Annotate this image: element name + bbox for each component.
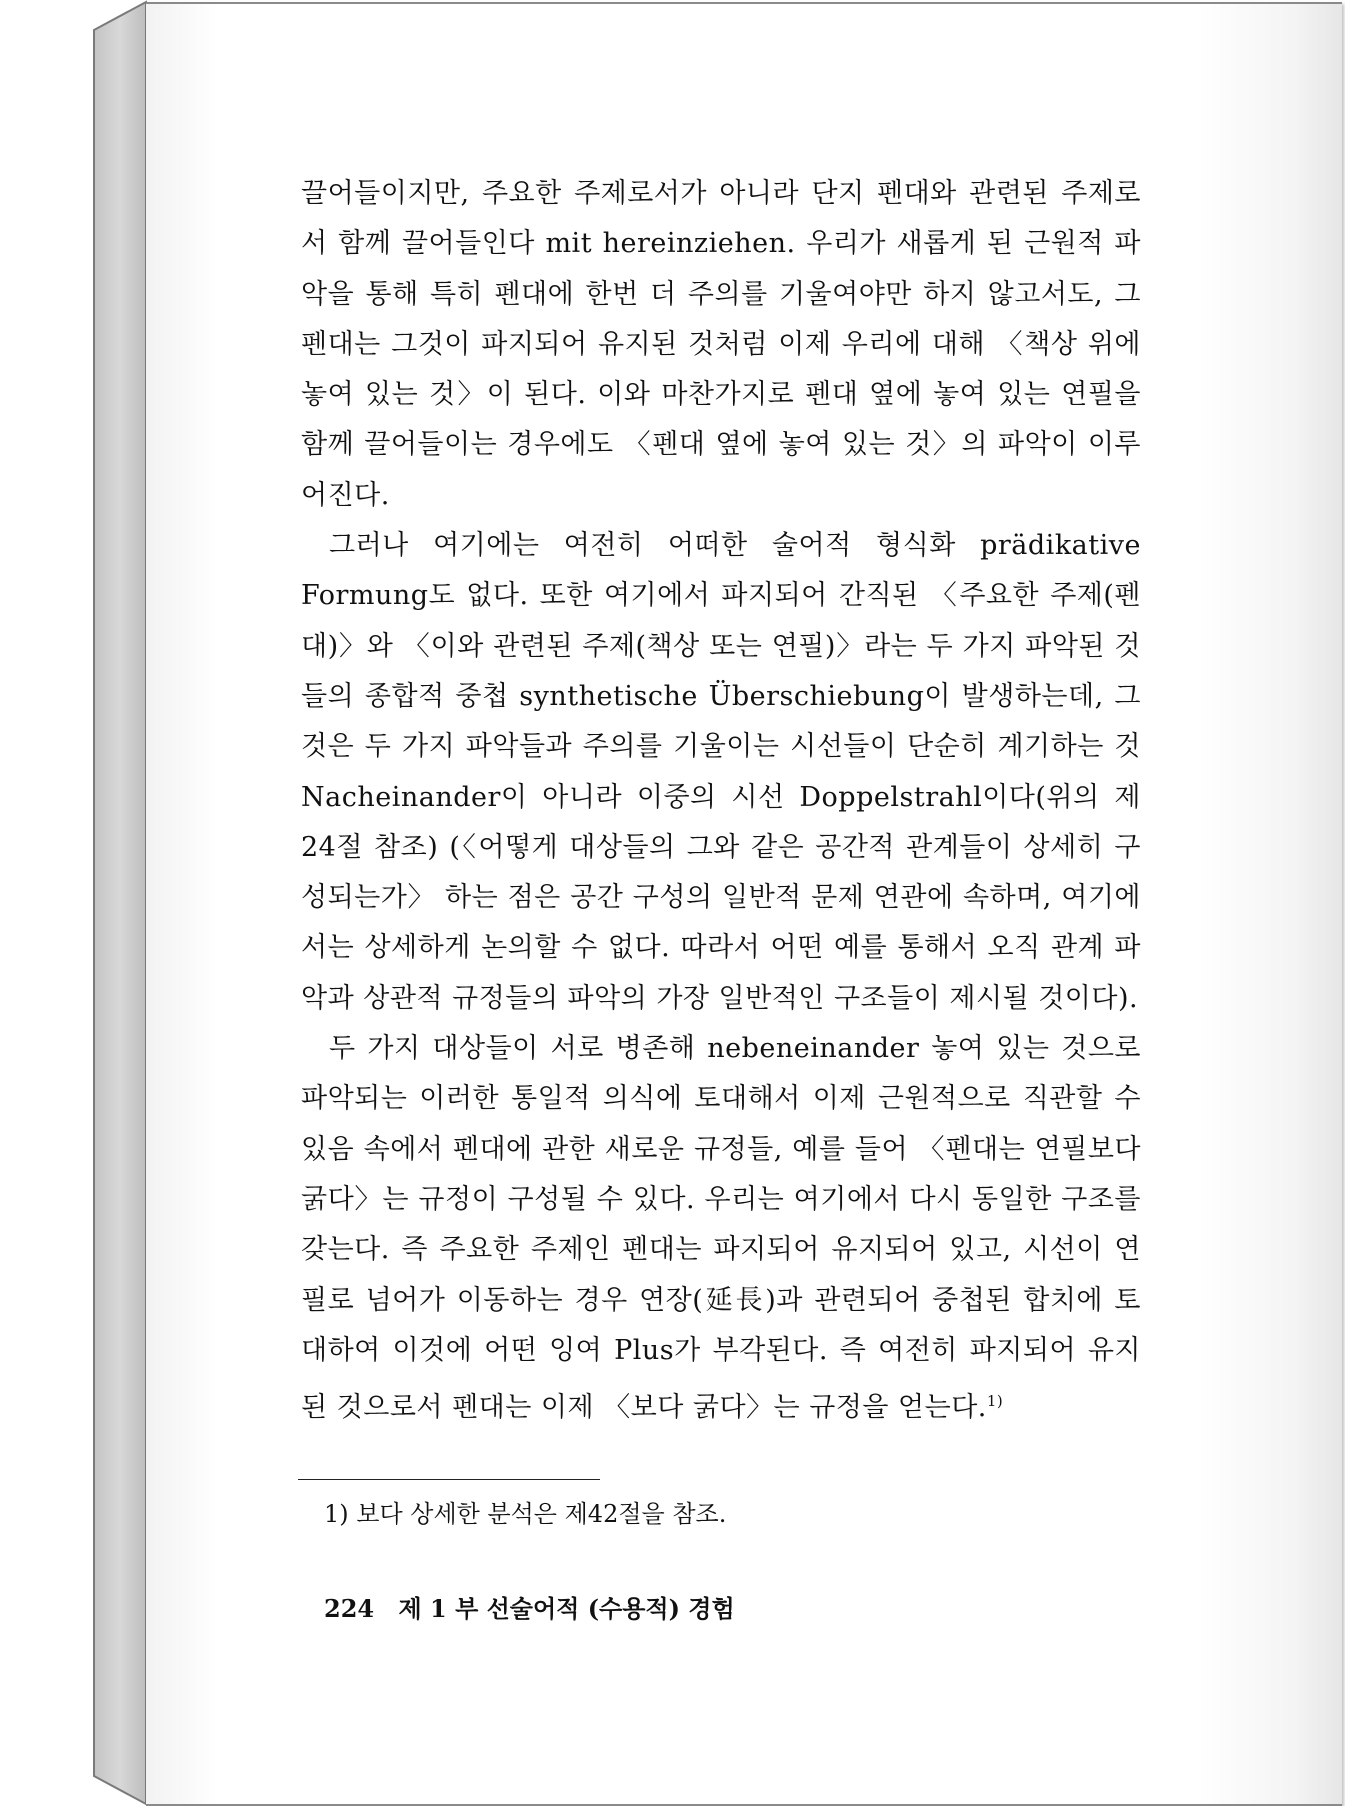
running-footer-section: 제 1 부 선술어적 (수용적) 경험: [398, 1594, 735, 1623]
page-number: 224: [324, 1594, 375, 1623]
body-text: [301, 169, 1141, 1433]
footnote-divider: [298, 1479, 600, 1480]
footnote-marker: 1): [986, 1392, 1004, 1411]
paragraph-3: [301, 1024, 1141, 1433]
running-footer: [324, 1592, 735, 1626]
footnote: 1) 보다 상세한 분석은 제42절을 참조.: [324, 1500, 727, 1528]
document-page: [146, 2, 1342, 1806]
paragraph-1: 끌어들이지만, 주요한 주제로서가 아니라 단지 펜대와 관련된 주제로서 함께 끌어들인다 mit hereinziehen. 우리가 새롭게 된 근원적 파악을 통해 특히 펜대에 한번 더 주의를 기울여야만 하지 않고서도, 그 펜대는 그것이 파지되어 유지된 것처럼 이제 우리에 대해 〈책상 위에 놓여 있는 것〉이 된다. 이와 마찬가지로 펜대 옆에 놓여 있는 연필을 함께 끌어들이는 경우에도 〈펜대 옆에 놓여 있는 것〉의 파악이 이루어진다.: [301, 178, 1141, 511]
paragraph-2: 그러나 여기에는 여전히 어떠한 술어적 형식화 prädikative Formung도 없다. 또한 여기에서 파지되어 간직된 〈주요한 주제(펜대)〉와 〈이와 관련된 주제(책상 또는 연필)〉라는 두 가지 파악된 것들의 종합적 중첩 synthetische Überschiebung이 발생하는데, 그것은 두 가지 파악들과 주의를 기울이는 시선들이 단순히 계기하는 것 Nacheinander이 아니라 이중의 시선 Doppelstrahl이다(위의 제24절 참조) (〈어떻게 대상들의 그와 같은 공간적 관계들이 상세히 구성되는가〉 하는 점은 공간 구성의 일반적 문제 연관에 속하며, 여기에서는 상세하게 논의할 수 없다. 따라서 어떤 예를 통해서 오직 관계 파악과 상관적 규정들의 파악의 가장 일반적인 구조들이 제시될 것이다).: [301, 530, 1141, 1014]
paragraph-3-text: 두 가지 대상들이 서로 병존해 nebeneinander 놓여 있는 것으로 파악되는 이러한 통일적 의식에 토대해서 이제 근원적으로 직관할 수 있음 속에서 펜대에 관한 새로운 규정들, 예를 들어 〈펜대는 연필보다 굵다〉는 규정이 구성될 수 있다. 우리는 여기에서 다시 동일한 구조를 갖는다. 즉 주요한 주제인 펜대는 파지되어 유지되어 있고, 시선이 연필로 넘어가 이동하는 경우 연장(延長)과 관련되어 중첩된 합치에 토대하여 이것에 어떤 잉여 Plus가 부각된다. 즉 여전히 파지되어 유지된 것으로서 펜대는 이제 〈보다 굵다〉는 규정을 얻는다.: [301, 1033, 1141, 1424]
